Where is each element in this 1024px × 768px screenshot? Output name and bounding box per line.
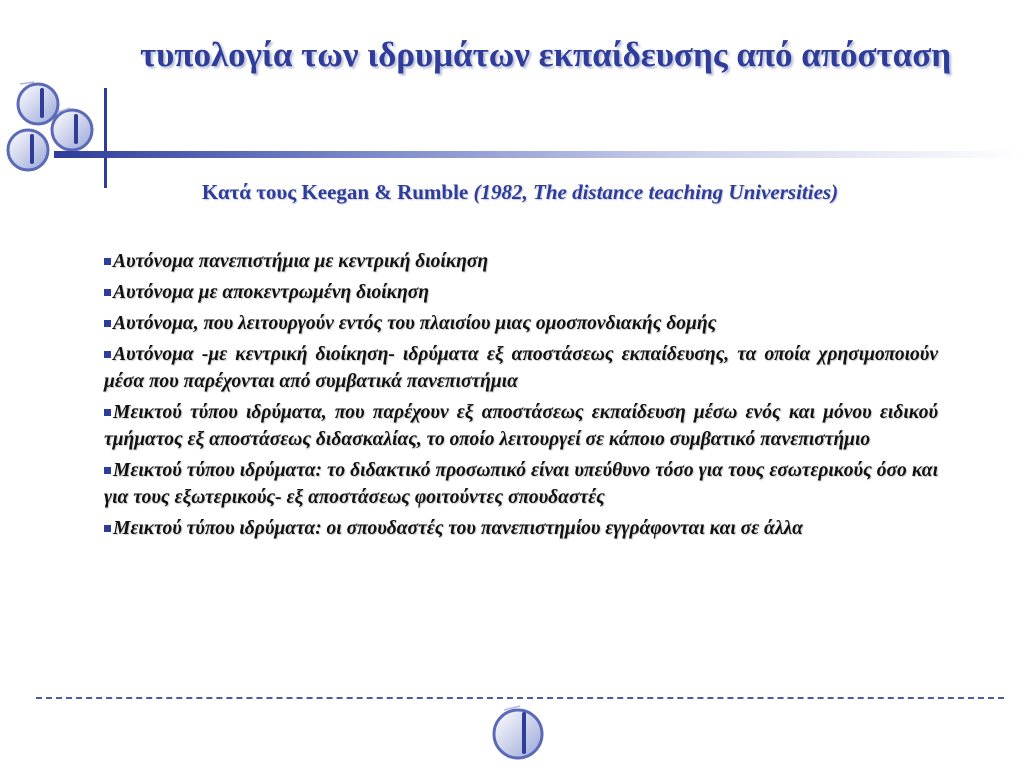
list-item <box>104 279 938 306</box>
square-bullet-icon <box>104 351 111 358</box>
subtitle-authors: Κατά τους Keegan & Rumble <box>201 180 469 204</box>
footer-dashed-divider <box>36 697 1004 699</box>
list-item <box>104 310 938 337</box>
interlocking-rings-logo-icon <box>488 700 552 764</box>
list-item <box>104 515 938 542</box>
subtitle-reference: (1982, The distance teaching Universities) <box>473 180 839 204</box>
list-item-text: Μεικτού τύπου ιδρύματα: οι σπουδαστές του πανεπιστημίου εγγράφονται και σε άλλα <box>113 518 803 539</box>
typology-list <box>104 248 938 546</box>
list-item-text: Αυτόνομα πανεπιστήμια με κεντρική διοίκηση <box>113 251 489 272</box>
title-underline-bar <box>54 151 1024 158</box>
list-item-text: Μεικτού τύπου ιδρύματα: το διδακτικό προσωπικό είναι υπεύθυνο τόσο για τους εσωτερικούς όσο και για τους εξωτερικούς- εξ αποστάσεως φοιτούντες σπουδαστές <box>104 460 938 508</box>
list-item-text: Αυτόνομα, που λειτουργούν εντός του πλαισίου μιας ομοσπονδιακής δομής <box>113 313 717 334</box>
vertical-accent-line <box>104 88 107 188</box>
list-item <box>104 457 938 511</box>
list-item <box>104 341 938 395</box>
square-bullet-icon <box>104 289 111 296</box>
square-bullet-icon <box>104 320 111 327</box>
list-item-text: Μεικτού τύπου ιδρύματα, που παρέχουν εξ αποστάσεως εκπαίδευση μέσω ενός και μόνου ειδικού τμήματος εξ αποστάσεως διδασκαλίας, το οποίο λειτουργεί σε κάποιο συμβατικό πανεπιστήμιο <box>104 402 938 450</box>
square-bullet-icon <box>104 258 111 265</box>
square-bullet-icon <box>104 467 111 474</box>
square-bullet-icon <box>104 409 111 416</box>
list-item <box>104 399 938 453</box>
list-item-text: Αυτόνομα με αποκεντρωμένη διοίκηση <box>113 282 429 303</box>
source-subtitle <box>0 180 1024 205</box>
list-item <box>104 248 938 275</box>
interlocking-rings-logo-icon <box>0 72 110 182</box>
page-title: τυπολογία των ιδρυμάτων εκπαίδευσης από απόσταση <box>140 35 952 74</box>
square-bullet-icon <box>104 525 111 532</box>
list-item-text: Αυτόνομα -με κεντρική διοίκηση- ιδρύματα εξ αποστάσεως εκπαίδευσης, τα οποία χρησιμοποιούν μέσα που παρέχονται από συμβατικά πανεπιστήμια <box>104 344 938 392</box>
